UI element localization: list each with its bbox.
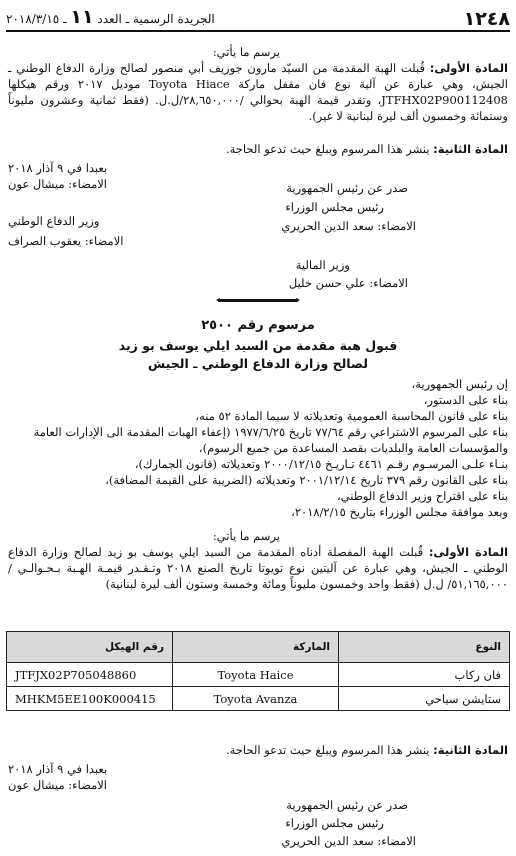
article2-text: ينشر هذا المرسوم ويبلغ حيث تدعو الحاجة. — [225, 743, 430, 757]
preamble-line: والمؤسسات العامة والبلديات بقصد المساعدة من جميع الرسوم)، — [198, 441, 508, 455]
decree1-finance-title: وزير المالية — [295, 258, 350, 272]
decree2-title-line1: قبول هبة مقدمة من السيد ايلي يوسف بو زيد — [118, 338, 398, 353]
cell-brand: Toyota Avanza — [173, 687, 339, 711]
article2-text: ينشر هذا المرسوم ويبلغ حيث تدعو الحاجة. — [225, 142, 430, 156]
issue-number: ١١ — [70, 6, 94, 28]
decree2-pm-signature: الامضاء: سعد الدين الحريري — [281, 834, 416, 848]
decree1-defense-signature: الامضاء: يعقوب الصراف — [8, 234, 124, 248]
decree1-issued-by: صدر عن رئيس الجمهورية — [286, 181, 408, 195]
decree1-article2 — [226, 141, 508, 157]
article1-label: المادة الأولى: — [429, 61, 508, 75]
decree2-article2 — [226, 742, 508, 758]
preamble-line: بناء على القانون رقم ٣٧٩ تاريخ ٢٠٠١/١٢/١٤ وتعديلاته (الضريبة على القيمة المضافة)، — [105, 473, 508, 487]
column-header-brand: الماركة — [173, 632, 339, 663]
decree1-president-signature: الامضاء: ميشال عون — [8, 177, 107, 191]
decree2-date: بعبدا في ٩ آذار ٢٠١٨ — [8, 762, 108, 776]
cell-type: فان ركاب — [338, 663, 509, 687]
table-row — [7, 687, 510, 711]
cell-chassis: MHKM5EE100K000415 — [7, 687, 173, 711]
decree2-number: مرسوم رقم ٢٥٠٠ — [201, 318, 315, 333]
article1-text: قُبلت الهبة المفصلة أدناه المقدمة من السيد ايلي يوسف بو زيد لصالح وزارة الدفاع الوطني ـ الجيش، وهي عبارة عن آليتين نوع تويوتا تاريخ الصنع ٢٠١٨ وتـقـدر قيمـة الهـبة بـحـوالـي /٥١,١٦٥,٠٠٠/ ل.ل (فقط واحد وخمسون مليوناً ومائة وخمسة وستون ألف ليرة لبنانية) — [8, 545, 508, 591]
table-row — [7, 663, 510, 687]
decree1-pm-signature: الامضاء: سعد الدين الحريري — [281, 219, 416, 233]
decree1-defense-title: وزير الدفاع الوطني — [8, 214, 100, 228]
decree2-president-signature: الامضاء: ميشال عون — [8, 778, 107, 792]
decree2-issued-by: صدر عن رئيس الجمهورية — [286, 798, 408, 812]
article2-label: المادة الثانية: — [433, 743, 508, 757]
decree2-article1 — [8, 544, 508, 592]
column-header-chassis: رقم الهيكل — [7, 632, 173, 663]
running-header — [6, 6, 215, 30]
decree1-date: بعبدا في ٩ آذار ٢٠١٨ — [8, 161, 108, 175]
article2-label: المادة الثانية: — [433, 142, 508, 156]
preamble-line: بناء على المرسوم الاشتراعي رقم ٧٧/٦٤ تاريخ ١٩٧٧/٦/٢٥ (إعفاء الهبات المقدمة الى الإدارات العامة — [33, 425, 508, 439]
column-header-type: النوع — [338, 632, 509, 663]
section-divider — [218, 299, 298, 302]
decree1-decrees: يرسم ما يأتي: — [212, 45, 280, 59]
gazette-name: الجريدة الرسمية ـ العدد — [97, 12, 215, 26]
decree2-pm-title: رئيس مجلس الوزراء — [285, 816, 384, 830]
issue-date: ـ ٢٠١٨/٣/١٥ — [6, 12, 67, 26]
decree1-article1 — [8, 60, 508, 124]
article1-label: المادة الأولى: — [428, 545, 509, 559]
decree1-finance-signature: الامضاء: علي حسن خليل — [288, 276, 408, 290]
donation-table — [6, 631, 510, 711]
preamble-line: بنـاء علـى المرسـوم رقـم ٤٤٦١ تـاريـخ ٢٠٠٠/١٢/١٥ وتعديلاته (قانون الجمارك)، — [134, 457, 508, 471]
page-header — [6, 6, 510, 32]
decree2-decrees: يرسم ما يأتي: — [212, 529, 280, 543]
table-header-row — [7, 632, 510, 663]
cell-brand: Toyota Haice — [173, 663, 339, 687]
cell-type: ستايشن سياحي — [338, 687, 509, 711]
preamble-line: بناء على قانون المحاسبة العمومية وتعديلاته لا سيما المادة ٥٢ منه، — [195, 409, 508, 423]
preamble-line: وبعد موافقة مجلس الوزراء بتاريخ ٢٠١٨/٢/١٥، — [291, 505, 508, 519]
decree2-title-line2: لصالح وزارة الدفاع الوطني ـ الجيش — [148, 356, 368, 371]
page-number: ١٢٤٨ — [463, 8, 510, 30]
article1-text: قُبلت الهبة المقدمة من السيّد مارون جوزيف أبي منصور لصالح وزارة الدفاع الوطني ـ الجيش، وهي عبارة عن آلية نوع فان مقفل ماركة Toyota Hiace موديل ٢٠١٧ ورقم هيكلها JTFHX02P900112408، وتقدر قيمة الهبة بحوالي /٢٨,٦٥٠,٠٠٠/ل.ل. (فقط ثمانية وعشرون مليوناً وستمائة وخمسون ألف ليرة لبنانية لا غير). — [8, 61, 508, 123]
preamble-line: بناء على اقتراح وزير الدفاع الوطني، — [336, 489, 508, 503]
preamble-line: بناء على الدستور، — [423, 393, 508, 407]
decree1-pm-title: رئيس مجلس الوزراء — [285, 200, 384, 214]
preamble-line: إن رئيس الجمهورية، — [411, 377, 508, 391]
cell-chassis: JTFJX02P705048860 — [7, 663, 173, 687]
